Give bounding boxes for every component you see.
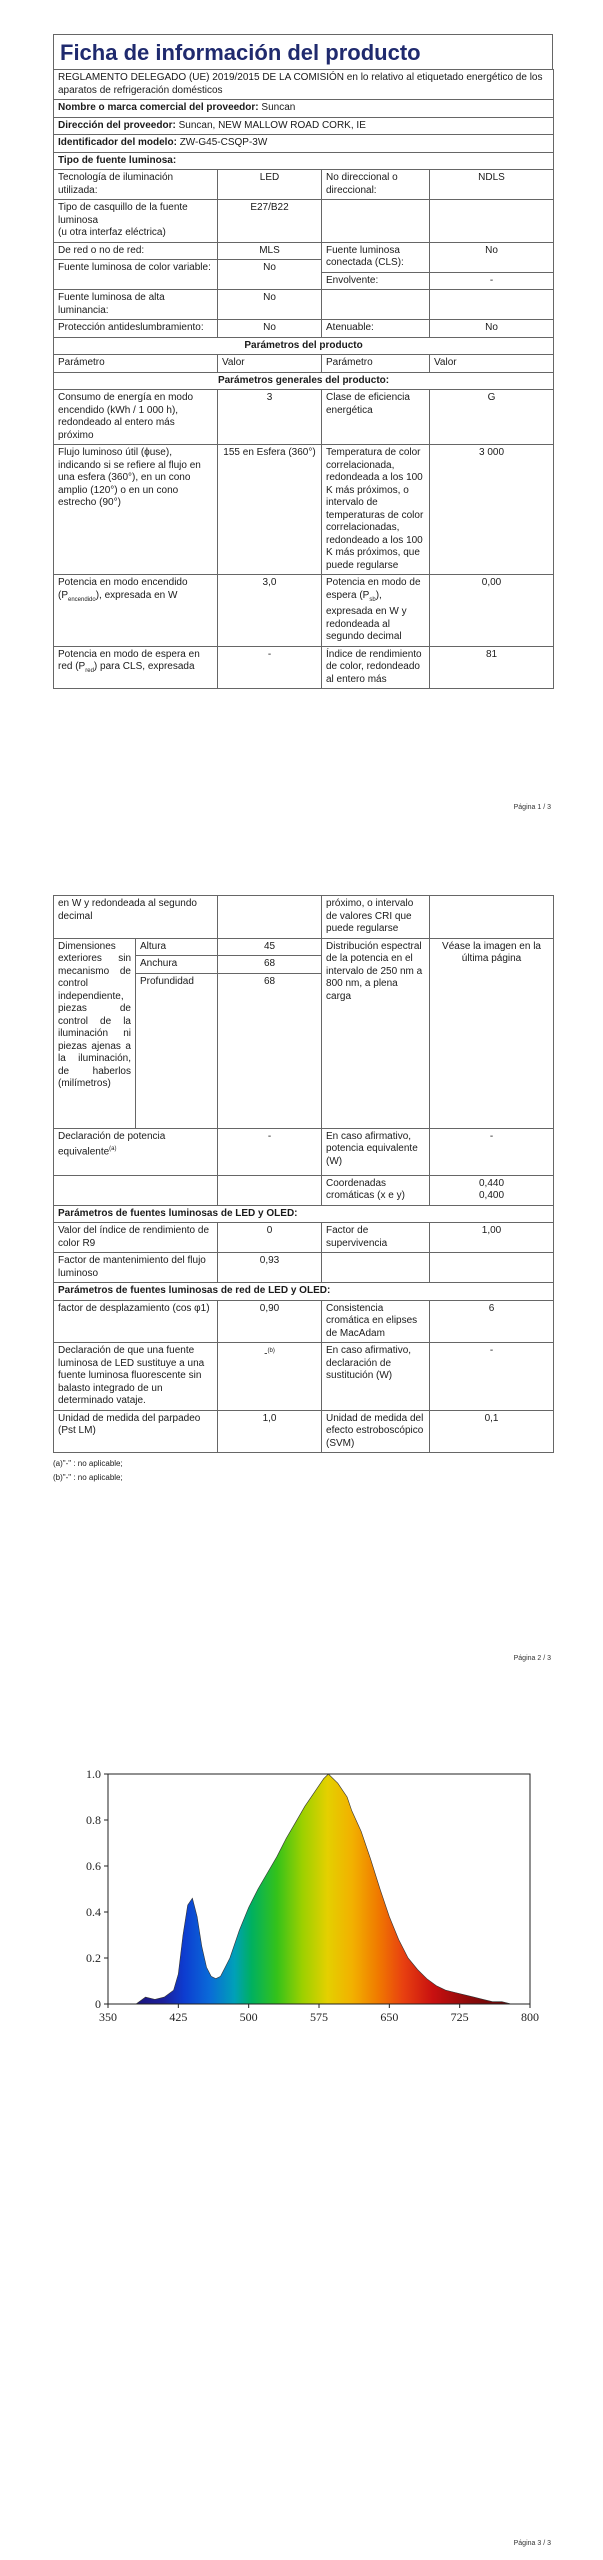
cont-right: próximo, o intervalo de valores CRI que puede regularse <box>322 896 430 939</box>
tech-value: LED <box>218 170 322 200</box>
address-row <box>54 117 554 135</box>
eqw-value: - <box>430 1128 554 1175</box>
page-footer: Página 2 / 3 <box>513 1655 551 1662</box>
page-title: Ficha de información del producto <box>53 34 553 69</box>
x-tick-label: 350 <box>99 2010 117 2024</box>
pon-label-a: Potencia en modo encendido (P <box>58 577 188 601</box>
eqp-value: - <box>218 1128 322 1175</box>
cap-label <box>54 200 218 243</box>
dims-label: Dimensiones exteriores sin mecanismo de control independiente, piezas de control de la iluminación ni piezas ajenas a la iluminación, de haberlos (milímetros) <box>54 938 136 1128</box>
note-b: (b)"-" : no aplicable; <box>53 1473 123 1482</box>
product-info-sheet-cont <box>53 895 553 1485</box>
height-label: Altura <box>136 938 218 956</box>
empty-cell <box>218 896 322 939</box>
empty-cell <box>322 1253 430 1283</box>
energy-label: Consumo de energía en modo encendido (kWh / 1 000 h), redondeado al entero más próximo <box>54 390 218 445</box>
cct-label: Temperatura de color correlacionada, redondeada a los 100 K más próximos, o intervalo de temperaturas de color correlacionadas, redondeado a los 100 K más próximos, que puede regularse <box>322 445 430 575</box>
general-header: Parámetros generales del producto: <box>54 372 554 390</box>
empty-cell <box>430 200 554 243</box>
repl-value-text: - <box>264 1348 268 1360</box>
footnotes <box>53 1457 553 1485</box>
col-value: Valor <box>218 355 322 373</box>
mains-label: De red o no de red: <box>54 242 218 260</box>
empty-cell <box>322 290 430 320</box>
empty-cell <box>430 290 554 320</box>
regulation-text: REGLAMENTO DELEGADO (UE) 2019/2015 DE LA COMISIÓN en lo relativo al etiquetado energético de los aparatos de refrigeración domésticos <box>54 70 554 100</box>
chroma-y: 0,400 <box>479 1190 505 1201</box>
x-tick-label: 425 <box>169 2010 188 2024</box>
model-row <box>54 135 554 153</box>
tech-label: Tecnología de iluminación utilizada: <box>54 170 218 200</box>
eqp-label <box>54 1128 218 1175</box>
cri-label: Índice de rendimiento de color, redondeado al entero más <box>322 646 430 689</box>
pon-label <box>54 575 218 647</box>
psb-label-b: ), expresada en W y redondeada al segundo decimal <box>326 589 407 642</box>
surv-label: Factor de supervivencia <box>322 1223 430 1253</box>
light-source-type-header: Tipo de fuente luminosa: <box>54 152 554 170</box>
pon-value: 3,0 <box>218 575 322 647</box>
eqp-sup: (a) <box>109 1146 117 1152</box>
address-value: Suncan, NEW MALLOW ROAD CORK, IE <box>178 119 366 131</box>
r9-label: Valor del índice de rendimiento de color R9 <box>54 1223 218 1253</box>
y-tick-label: 1.0 <box>86 1767 101 1781</box>
flux-value: 155 en Esfera (360°) <box>218 445 322 575</box>
cri-value: 81 <box>430 646 554 689</box>
supplier-label: Nombre o marca comercial del proveedor: <box>58 102 259 113</box>
empty-cell <box>430 896 554 939</box>
dim-label: Atenuable: <box>322 320 430 338</box>
supplier-value: Suncan <box>261 102 296 113</box>
chroma-x: 0,440 <box>479 1177 505 1189</box>
mains-header: Parámetros de fuentes luminosas de red de LED y OLED: <box>54 1283 554 1301</box>
page-footer: Página 1 / 3 <box>513 804 551 811</box>
cont-left: en W y redondeada al segundo decimal <box>54 896 218 939</box>
spd-label: Distribución espectral de la potencia en el intervalo de 250 nm a 800 nm, a plena carga <box>322 938 430 1128</box>
flicker-value: 1,0 <box>218 1410 322 1453</box>
repl-value <box>218 1343 322 1411</box>
y-tick-label: 0.8 <box>86 1813 101 1827</box>
x-tick-label: 575 <box>310 2010 328 2024</box>
repl-label: Declaración de que una fuente luminosa de LED sustituye a una fuente luminosa fluorescente sin balasto integrado de un determinado vataje. <box>54 1343 218 1411</box>
x-tick-label: 650 <box>380 2010 399 2024</box>
hl-label: Fuente luminosa de alta luminancia: <box>54 290 218 320</box>
strobo-value: 0,1 <box>430 1410 554 1453</box>
strobo-label: Unidad de medida del efecto estroboscópico (SVM) <box>322 1410 430 1453</box>
supplier-row <box>54 100 554 118</box>
col-param: Parámetro <box>54 355 218 373</box>
flux-label: Flujo luminoso útil (ϕuse), indicando si se refiere al flujo en una esfera (360°), en un cono amplio (120°) o en un cono estrecho (90°) <box>54 445 218 575</box>
empty-cell <box>322 200 430 243</box>
pnet-label-a: Potencia en modo de espera en red (P <box>58 648 200 672</box>
eclass-value: G <box>430 390 554 445</box>
empty-cell <box>54 1175 218 1205</box>
depth-label: Profundidad <box>136 973 218 1128</box>
chroma-label: Coordenadas cromáticas (x e y) <box>322 1175 430 1205</box>
cct-value: 3 000 <box>430 445 554 575</box>
cls-value: No <box>430 242 554 272</box>
cap-value: E27/B22 <box>218 200 322 243</box>
col-param: Parámetro <box>322 355 430 373</box>
y-tick-label: 0 <box>95 1997 101 2011</box>
psb-label-a: Potencia en modo de espera (P <box>326 577 421 601</box>
model-label: Identificador del modelo: <box>58 137 177 148</box>
model-value: ZW-G45-CSQP-3W <box>179 137 268 148</box>
pon-label-b: ), expresada en W <box>95 589 178 601</box>
energy-value: 3 <box>218 390 322 445</box>
spectral-distribution-chart <box>53 1760 553 2060</box>
psb-sub: sb <box>369 596 376 603</box>
chroma-value <box>430 1175 554 1205</box>
psb-label <box>322 575 430 647</box>
led-header: Parámetros de fuentes luminosas de LED y OLED: <box>54 1205 554 1223</box>
y-tick-label: 0.4 <box>86 1905 101 1919</box>
empty-cell <box>430 1253 554 1283</box>
pon-sub: encendido <box>68 596 96 603</box>
x-tick-label: 725 <box>450 2010 469 2024</box>
plot-area <box>136 1774 511 2004</box>
repl-sup: (b) <box>267 1348 275 1354</box>
lumen-value: 0,93 <box>218 1253 322 1283</box>
pnet-label-b: ) para CLS, expresada <box>93 661 195 672</box>
spectrum-area <box>136 1774 511 2004</box>
flicker-label: Unidad de medida del parpadeo (Pst LM) <box>54 1410 218 1453</box>
eclass-label: Clase de eficiencia energética <box>322 390 430 445</box>
psb-value: 0,00 <box>430 575 554 647</box>
nondir-value: NDLS <box>430 170 554 200</box>
depth-value: 68 <box>218 973 322 1128</box>
surv-value: 1,00 <box>430 1223 554 1253</box>
dim-value: No <box>430 320 554 338</box>
product-info-sheet <box>53 34 553 689</box>
params-header: Parámetros del producto <box>54 337 554 355</box>
height-value: 45 <box>218 938 322 956</box>
note-a: (a)"-" : no aplicable; <box>53 1459 123 1468</box>
macadam-label: Consistencia cromática en elipses de MacAdam <box>322 1300 430 1343</box>
product-info-table <box>53 69 554 689</box>
macadam-value: 6 <box>430 1300 554 1343</box>
page-footer: Página 3 / 3 <box>513 2540 551 2547</box>
width-label: Anchura <box>136 956 218 974</box>
empty-cell <box>218 1175 322 1205</box>
x-tick-label: 500 <box>239 2010 258 2024</box>
cls-label: Fuente luminosa conectada (CLS): <box>322 242 430 272</box>
glare-label: Protección antideslumbramiento: <box>54 320 218 338</box>
col-value: Valor <box>430 355 554 373</box>
pnet-value: - <box>218 646 322 689</box>
env-label: Envolvente: <box>322 272 430 290</box>
replw-label: En caso afirmativo, declaración de sustitución (W) <box>322 1343 430 1411</box>
eqp-label-text: Declaración de potencia equivalente <box>58 1130 166 1158</box>
page-3 <box>0 1740 603 2560</box>
env-value: - <box>430 272 554 290</box>
lumen-label: Factor de mantenimiento del flujo luminoso <box>54 1253 218 1283</box>
eqw-label: En caso afirmativo, potencia equivalente (W) <box>322 1128 430 1175</box>
x-tick-label: 800 <box>521 2010 539 2024</box>
hl-value: No <box>218 290 322 320</box>
product-info-table-2 <box>53 895 554 1453</box>
spd-value: Véase la imagen en la última página <box>430 938 554 1128</box>
width-value: 68 <box>218 956 322 974</box>
address-label: Dirección del proveedor: <box>58 119 176 131</box>
cap-label-text: Tipo de casquillo de la fuente luminosa <box>58 202 188 226</box>
page-1 <box>0 0 603 830</box>
replw-value: - <box>430 1343 554 1411</box>
colour-label: Fuente luminosa de color variable: <box>54 260 218 290</box>
r9-value: 0 <box>218 1223 322 1253</box>
y-tick-label: 0.6 <box>86 1859 101 1873</box>
mains-value: MLS <box>218 242 322 260</box>
pnet-label <box>54 646 218 689</box>
disp-value: 0,90 <box>218 1300 322 1343</box>
colour-value: No <box>218 260 322 290</box>
page-2 <box>0 895 603 1675</box>
cap-label-text-2: (u otra interfaz eléctrica) <box>58 227 166 238</box>
nondir-label: No direccional o direccional: <box>322 170 430 200</box>
pnet-sub: red <box>85 668 94 674</box>
y-tick-label: 0.2 <box>86 1951 101 1965</box>
glare-value: No <box>218 320 322 338</box>
disp-label: factor de desplazamiento (cos φ1) <box>54 1300 218 1343</box>
